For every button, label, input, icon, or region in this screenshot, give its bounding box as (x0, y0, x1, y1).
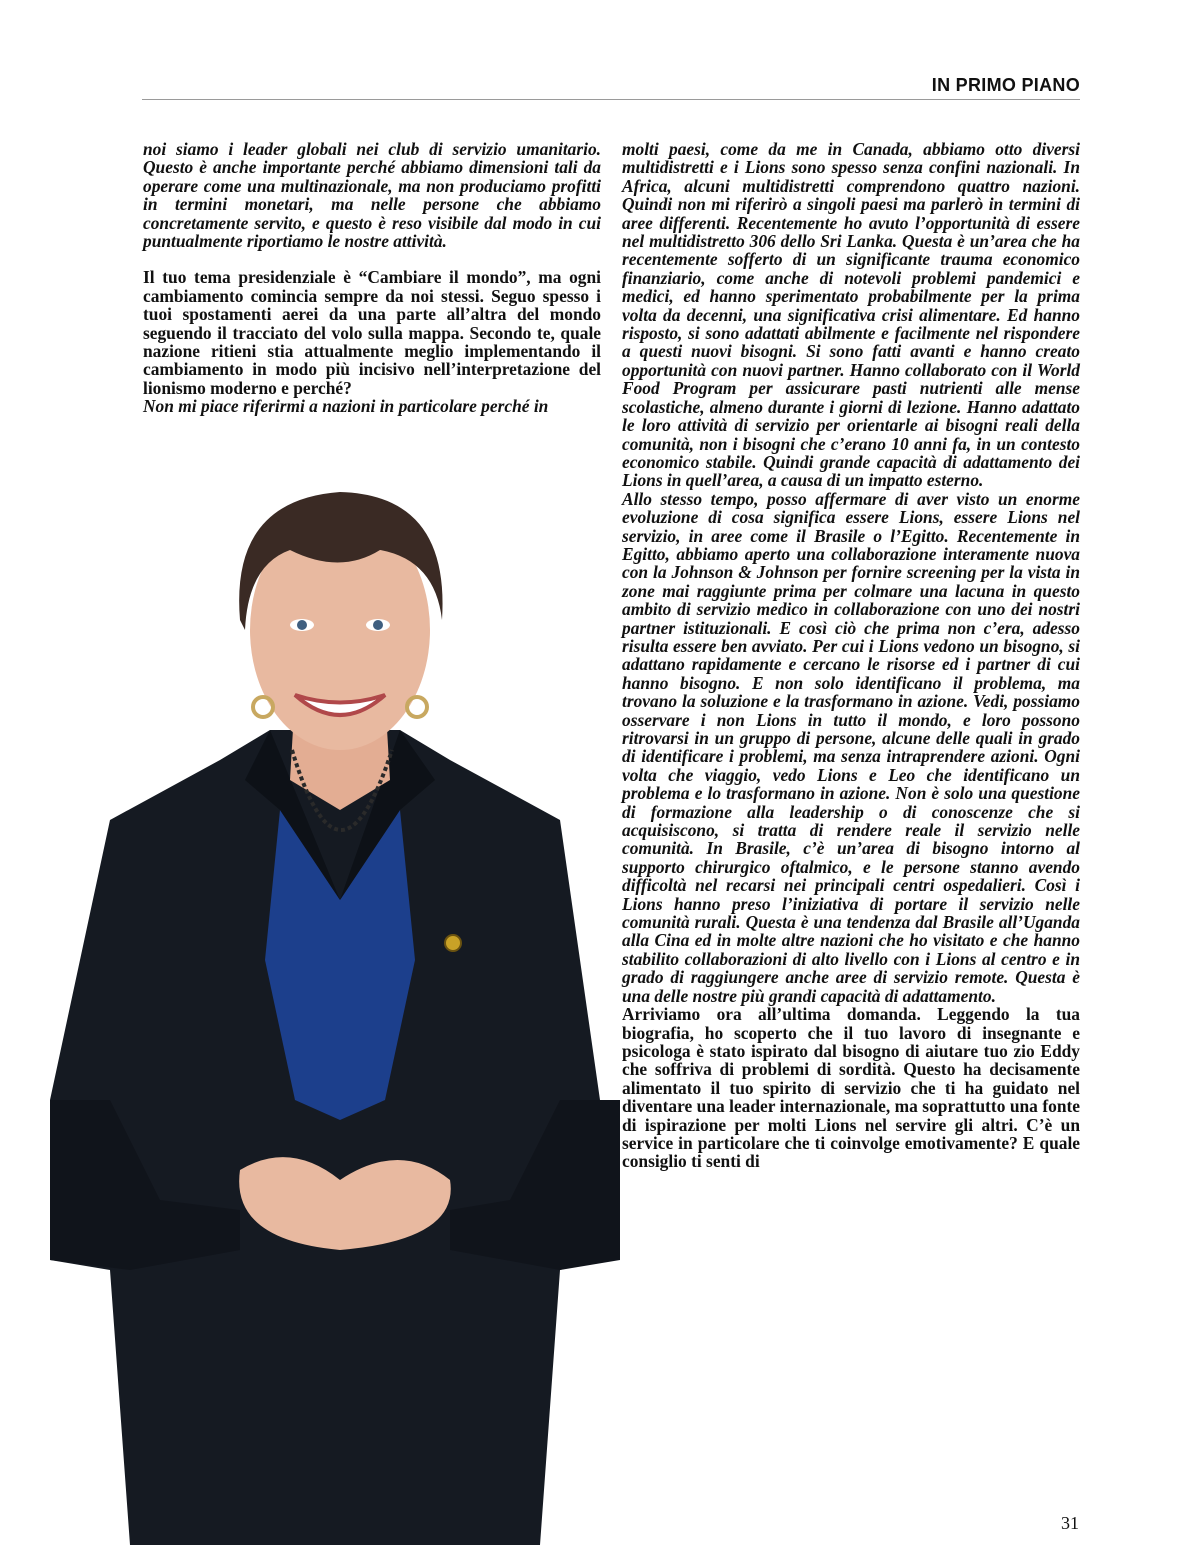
header-rule (142, 99, 1080, 100)
answer-paragraph: molti paesi, come da me in Canada, abbiamo otto diversi multidistretti e i Lions sono spesso senza confini nazionali. In Africa, alcuni multidistretti comprendono quattro nazioni. Quindi non mi riferirò a singoli paesi ma parlerò in termini di aree differenti. Recentemente ho avuto l’opportunità di essere nel multidistretto 306 dello Sri Lanka. Questa è un’area che ha recentemente sofferto di un significante trauma economico finanziario, come anche di notevoli problemi pandemici e medici, ed hanno sperimentato probabilmente per la prima volta da decenni, una significativa crisi alimentare. Ed hanno risposto, si sono adattati abilmente e facilmente nel rispondere a questi nuovi bisogni. Si sono fatti avanti e hanno creato opportunità con nuovi partner. Hanno collaborato con il World Food Program per assicurare pasti nutrienti alle mense scolastiche, almeno durante i giorni di lezione. Hanno adattato le loro attività di servizio per orientarle ai bisogni reali della comunità, non i bisogni che c’erano 10 anni fa, in un contesto economico stabile. Quindi grande capacità di adattamento dei Lions in quell’area, a causa di un impatto esterno. (622, 139, 1080, 491)
answer-paragraph: Allo stesso tempo, posso affermare di aver visto un enorme evoluzione di cosa significa essere Lions, essere Lions nel servizio, in aree come il Brasile o l’Egitto. Recentemente in Egitto, abbiamo aperto una collaborazione interamente nuova con la Johnson & Johnson per fornire screening per la vista in zone mai raggiunte prima per colmare una lacuna in questo ambito di servizio medico in collaborazione con uno dei nostri partner istituzionali. E così ciò che prima non c’era, adesso risulta essere ben avviato. Per cui i Lions vedono un bisogno, si adattano rapidamente e cercano le risorse ed i partner di cui hanno bisogno. E non solo identificano il problema, ma trovano la soluzione e la trasformano in azione. Vedi, possiamo osservare i non Lions in tutto il mondo, e loro possono ritrovarsi in un gruppo di persone, alcune delle quali in grado di identificare i problemi, ma senza intraprendere azioni. Ogni volta che viaggio, vedo Lions e Leo che identificano un problema e lo trasformano in azione. Non è solo una questione di formazione alla leadership o di conoscenze che si acquisiscono, si tratta di rendere reale il servizio nelle comunità. In Brasile, c’è un’area di bisogno intorno al supporto chirurgico oftalmico, e le persone stanno avendo difficoltà nel recarsi nei principali centri ospedalieri. Così i Lions hanno preso l’iniziativa di portare il servizio nelle comunità rurali. Questa è una tendenza dal Brasile all’Uganda alla Cina ed in molte altre nazioni che ho visitato e che hanno stabilito collaborazioni di alto livello con i Lions al centro e in grado di raggiungere anche aree di servizio remote. Questa è una delle nostre più grandi capacità di adattamento. (622, 488, 1080, 1006)
answer-paragraph: Non mi piace riferirmi a nazioni in particolare perché in (143, 396, 549, 417)
section-header: IN PRIMO PIANO (931, 75, 1080, 95)
left-column (143, 140, 601, 416)
jacket (50, 730, 600, 1545)
lions-pin (445, 935, 461, 951)
answer-paragraph: noi siamo i leader globali nei club di servizio umanitario. Questo è anche importante perché abbiamo dimensioni tali da operare come una multinazionale, ma non produciamo profitti in termini monetari, ma nelle persone che abbiamo concretamente servito, e questo è reso visibile dal modo in cui puntualmente riportiamo le nostre attività. (143, 139, 601, 252)
portrait-photo (40, 480, 630, 1545)
question-paragraph: Arriviamo ora all’ultima domanda. Leggendo la tua biografia, ho scoperto che il tuo lavoro di insegnante e psicologa è stato ispirato dal bisogno di aiutare tuo zio Eddy che soffriva di problemi di sordità. Questo ha decisamente alimentato il tuo spirito di servizio che ti ha guidato nel diventare una leader internazionale, ma soprattutto una fonte di ispirazione per molti Lions nel servire gli altri. C’è un service in particolare che ti coinvolge emotivamente? E quale consiglio ti senti di (622, 1004, 1080, 1172)
page-number: 31 (1061, 1513, 1079, 1533)
right-column (622, 140, 1080, 1171)
question-paragraph: Il tuo tema presidenziale è “Cambiare il mondo”, ma ogni cambiamento comincia sempre da noi stessi. Seguo spesso i tuoi spostamenti aerei da una parte all’altra del mondo seguendo il tracciato del volo sulla mappa. Secondo te, quale nazione ritieni stia attualmente meglio implementando il cambiamento in modo più incisivo nell’interpretazione del lionismo moderno e perché? (143, 267, 601, 398)
